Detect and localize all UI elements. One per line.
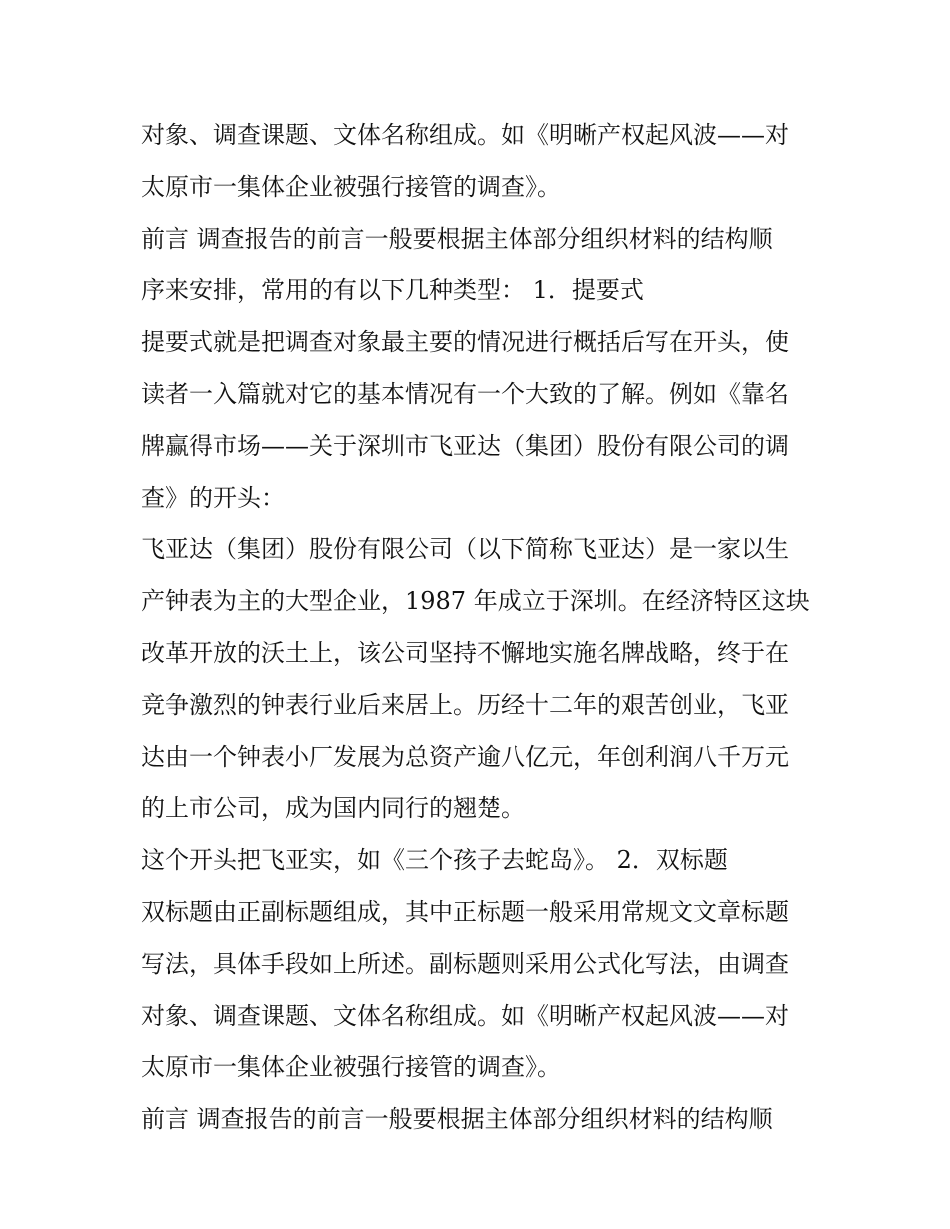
document-body <box>141 110 821 1146</box>
text-line-9: 飞亚达（集团）股份有限公司（以下简称飞亚达）是一家以生 <box>141 535 789 564</box>
text-line-14: 的上市公司，成为国内同行的翘楚。 <box>141 794 525 823</box>
text-line-16: 双标题由正副标题组成，其中正标题一般采用常规文文章标题 <box>141 897 789 926</box>
text-line-5: 提要式就是把调查对象最主要的情况进行概括后写在开头，使 <box>141 328 789 357</box>
text-line-4: 序来安排，常用的有以下几种类型： 1．提要式 <box>141 276 644 305</box>
text-line-11: 改革开放的沃土上，该公司坚持不懈地实施名牌战略，终于在 <box>141 638 789 667</box>
text-line-8: 查》的开头： <box>141 483 285 512</box>
text-line-19: 太原市一集体企业被强行接管的调查》。 <box>141 1053 561 1082</box>
text-line-17: 写法，具体手段如上所述。副标题则采用公式化写法，由调查 <box>141 949 789 978</box>
text-line-7: 牌赢得市场——关于深圳市飞亚达（集团）股份有限公司的调 <box>141 431 789 460</box>
text-line-12: 竞争激烈的钟表行业后来居上。历经十二年的艰苦创业，飞亚 <box>141 690 789 719</box>
text-line-15: 这个开头把飞亚实，如《三个孩子去蛇岛》。 2．双标题 <box>141 846 728 875</box>
text-line-18: 对象、调查课题、文体名称组成。如《明晰产权起风波——对 <box>141 1001 789 1030</box>
text-line-2: 太原市一集体企业被强行接管的调查》。 <box>141 172 561 201</box>
text-line-3: 前言 调查报告的前言一般要根据主体部分组织材料的结构顺 <box>141 224 773 253</box>
text-line-1: 对象、调查课题、文体名称组成。如《明晰产权起风波——对 <box>141 121 789 149</box>
text-line-6: 读者一入篇就对它的基本情况有一个大致的了解。例如《靠名 <box>141 379 789 408</box>
text-line-13: 达由一个钟表小厂发展为总资产逾八亿元，年创利润八千万元 <box>141 742 789 771</box>
text-line-10: 产钟表为主的大型企业，1987 年成立于深圳。在经济特区这块 <box>141 587 810 616</box>
text-line-20: 前言 调查报告的前言一般要根据主体部分组织材料的结构顺 <box>141 1105 773 1134</box>
